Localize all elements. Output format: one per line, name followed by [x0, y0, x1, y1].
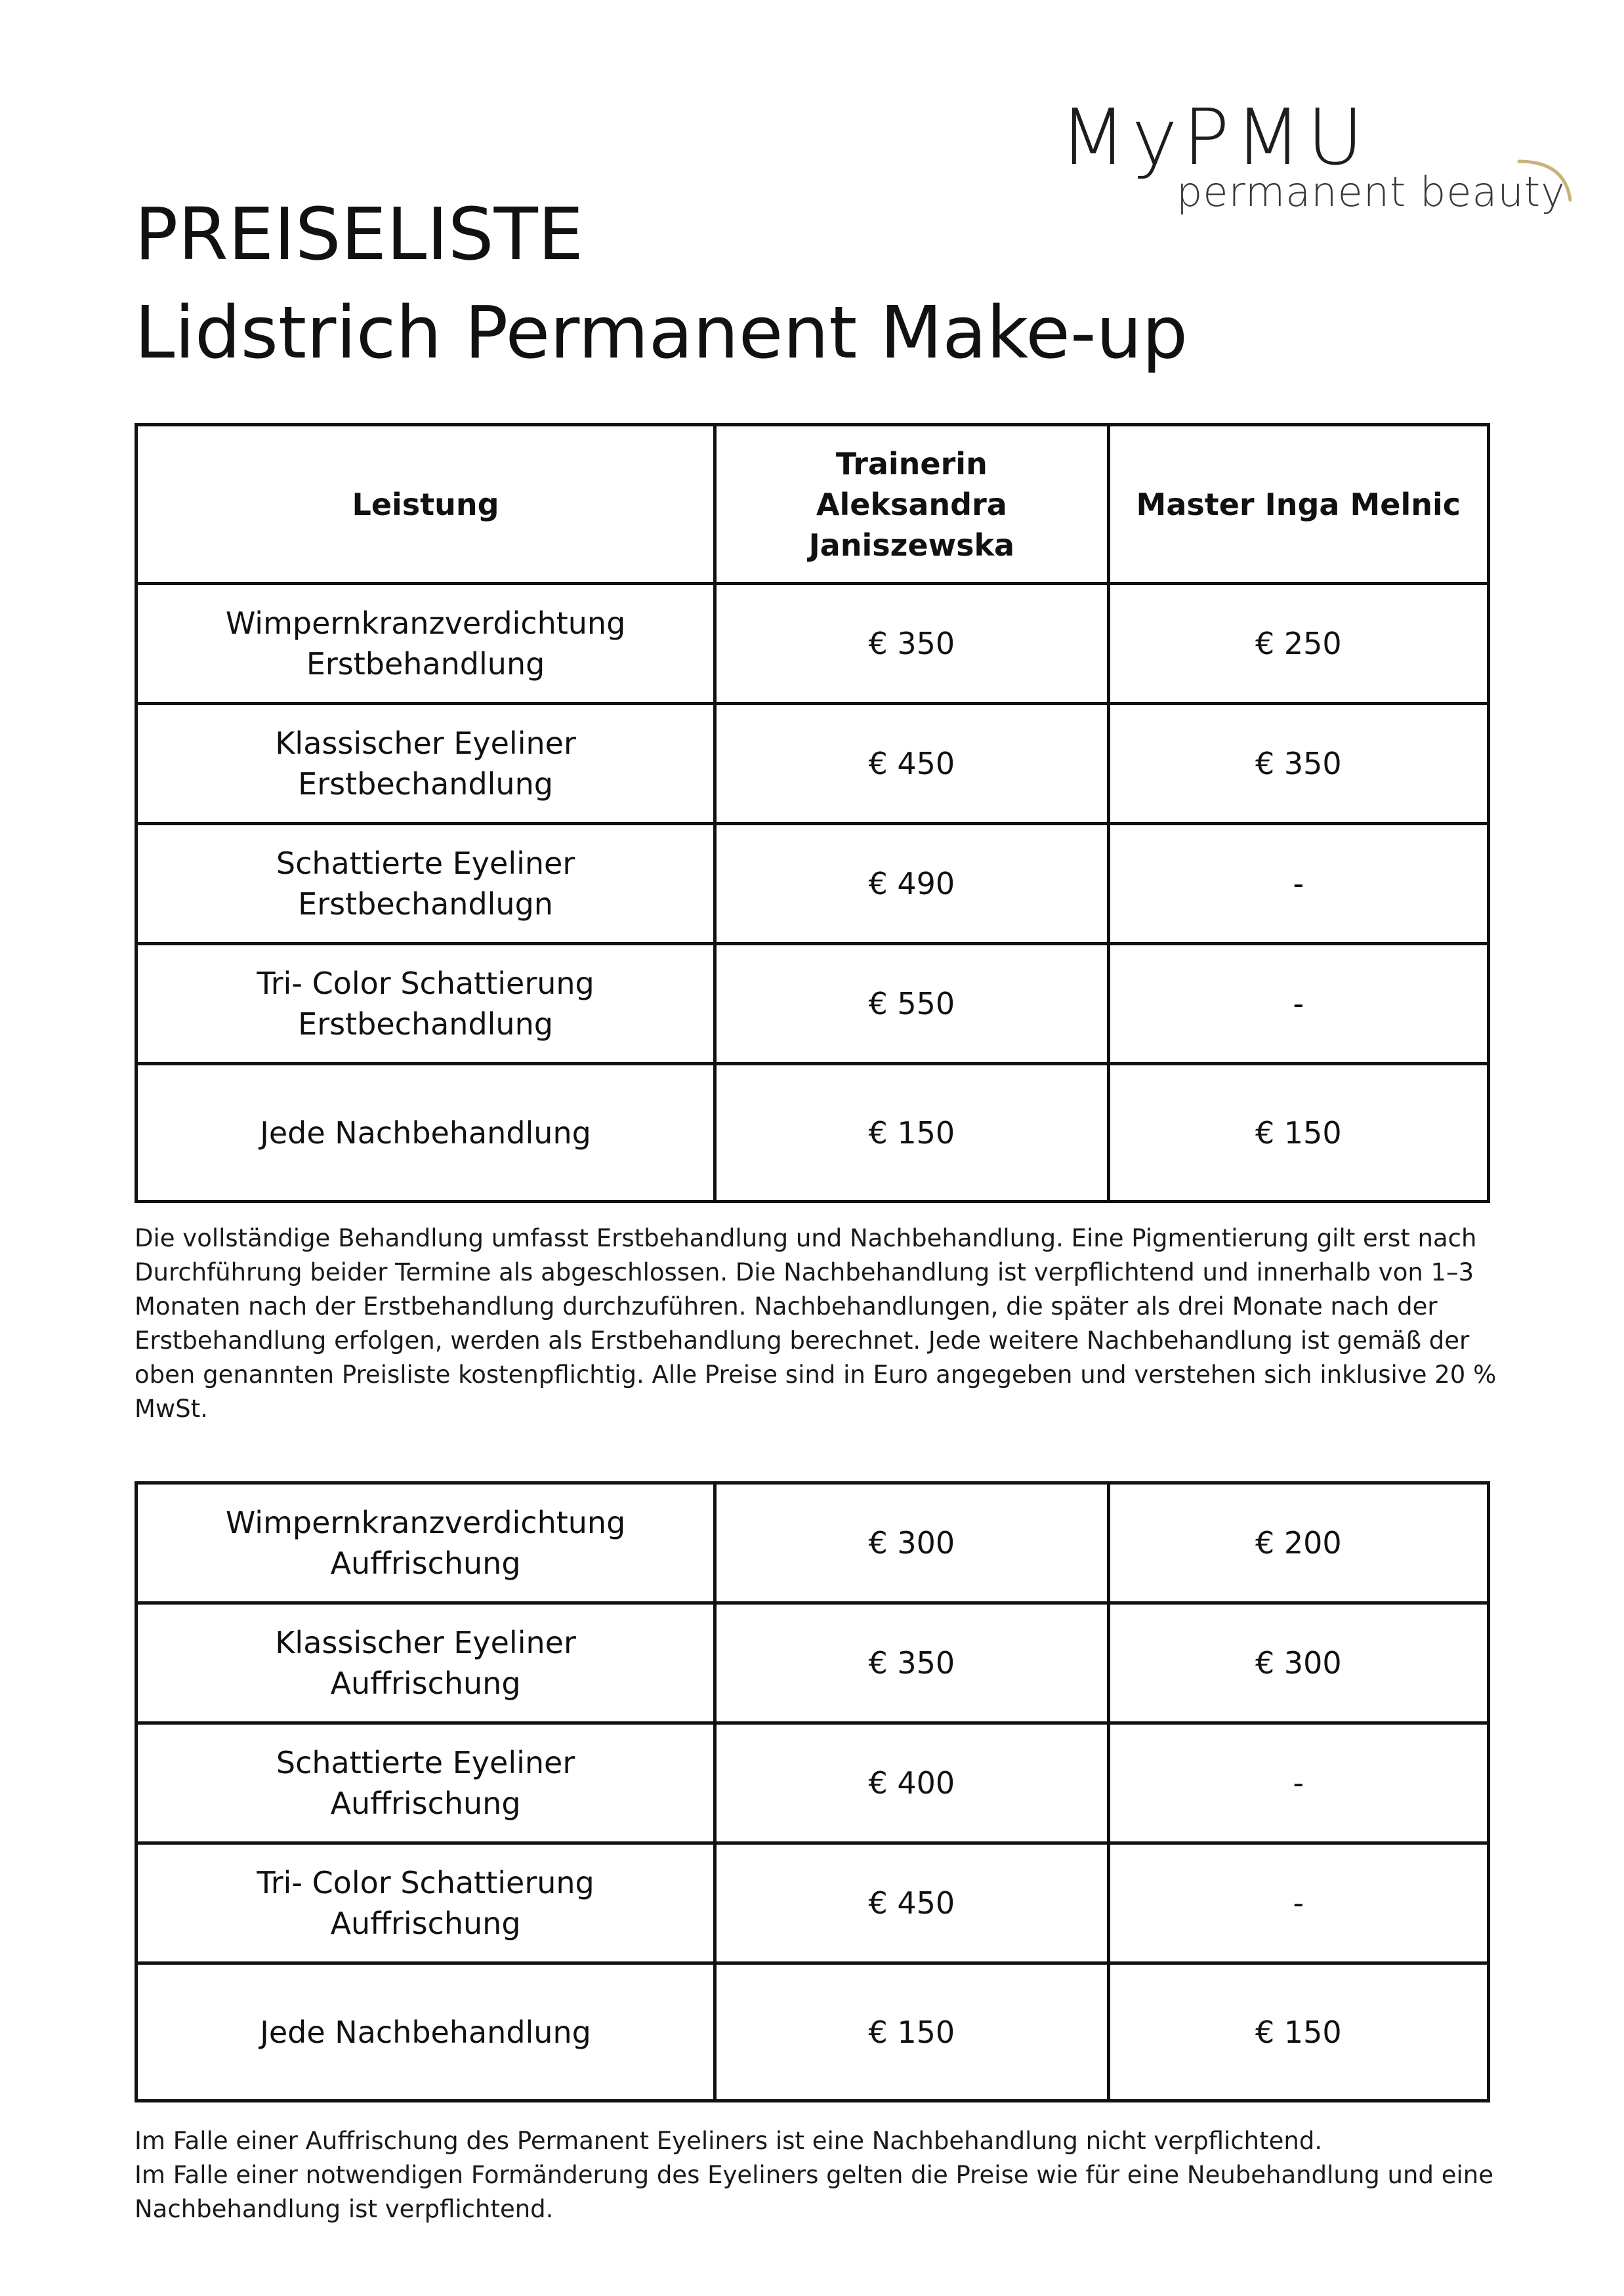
service-line-2: Auffrischung	[330, 1546, 521, 1581]
refresh-treatment-note	[135, 2124, 1499, 2226]
service-line-1: Schattierte Eyeliner	[276, 1745, 575, 1780]
service-line-1: Jede Nachbehandlung	[260, 1115, 591, 1151]
master-price: € 350	[1108, 704, 1488, 824]
trainer-price: € 350	[715, 1603, 1108, 1723]
header-master: Master Inga Melnic	[1108, 425, 1488, 584]
trainer-price: € 300	[715, 1483, 1108, 1603]
initial-treatment-table	[135, 423, 1490, 1203]
service-cell	[136, 584, 715, 704]
service-line-1: Schattierte Eyeliner	[276, 846, 575, 881]
table-row	[136, 704, 1489, 824]
trainer-price: € 450	[715, 1843, 1108, 1963]
service-line-2: Auffrischung	[330, 1786, 521, 1821]
trainer-price: € 150	[715, 1064, 1108, 1202]
table-header-row	[136, 425, 1489, 584]
service-line-2: Erstbechandlung	[298, 766, 553, 802]
master-price: € 250	[1108, 584, 1488, 704]
service-line-2: Erstbechandlung	[298, 1006, 553, 1042]
trainer-price: € 490	[715, 824, 1108, 944]
title-line-1: PREISELISTE	[135, 192, 584, 276]
master-price: -	[1108, 1723, 1488, 1843]
table-row	[136, 1064, 1489, 1202]
service-cell	[136, 1603, 715, 1723]
service-cell	[136, 1963, 715, 2101]
initial-treatment-note	[135, 1221, 1499, 1426]
logo-wordmark: MyPMU	[1060, 92, 1369, 182]
service-line-2: Erstbehandlung	[306, 646, 545, 682]
service-line-1: Klassischer Eyeliner	[275, 1625, 576, 1660]
service-line-1: Jede Nachbehandlung	[260, 2014, 591, 2050]
service-line-1: Tri- Color Schattierung	[257, 966, 594, 1001]
service-line-1: Tri- Color Schattierung	[257, 1865, 594, 1900]
master-price: -	[1108, 824, 1488, 944]
service-cell	[136, 1064, 715, 1202]
header-trainer-label: Trainerin Aleksandra Janiszewska	[808, 445, 1015, 563]
service-cell	[136, 1723, 715, 1843]
trainer-price: € 150	[715, 1963, 1108, 2101]
service-line-2: Auffrischung	[330, 1666, 521, 1701]
note-text: Die vollständige Behandlung umfasst Erstbehandlung und Nachbehandlung. Eine Pigmentierung gilt erst nach Durchführung beider Termine als abgeschlossen. Die Nachbehandlung ist verpflichtend und innerhalb von 1–3 Monaten nach der Erstbehandlung durchzuführen. Nachbehandlungen, die später als drei Monate nach der Erstbehandlung erfolgen, werden als Erstbehandlung berechnet. Jede weitere Nachbehandlung ist gemäß der oben genannten Preisliste kostenpflichtig. Alle Preise sind in Euro angegeben und verstehen sich inklusive 20 % MwSt.	[135, 1224, 1497, 1423]
note-line-2: Im Falle einer notwendigen Formänderung des Eyeliners gelten die Preise wie für eine Neubehandlung und eine Nachbehandlung ist verpflichtend.	[135, 2161, 1493, 2223]
master-price: € 150	[1108, 1064, 1488, 1202]
table-row	[136, 1963, 1489, 2101]
service-cell	[136, 1483, 715, 1603]
trainer-price: € 450	[715, 704, 1108, 824]
table-row	[136, 1843, 1489, 1963]
table-row	[136, 584, 1489, 704]
trainer-price: € 550	[715, 944, 1108, 1064]
trainer-price: € 350	[715, 584, 1108, 704]
service-cell	[136, 944, 715, 1064]
trainer-price: € 400	[715, 1723, 1108, 1843]
service-line-2: Auffrischung	[330, 1906, 521, 1941]
master-price: € 200	[1108, 1483, 1488, 1603]
master-price: € 150	[1108, 1963, 1488, 2101]
table-row	[136, 824, 1489, 944]
header-service: Leistung	[136, 425, 715, 584]
page-title	[135, 185, 1188, 382]
logo-tagline: permanent beauty	[1176, 168, 1566, 216]
service-line-1: Wimpernkranzverdichtung	[225, 1505, 626, 1540]
table-row	[136, 944, 1489, 1064]
note-line-1: Im Falle einer Auffrischung des Permanent Eyeliners ist eine Nachbehandlung nicht verpflichtend.	[135, 2127, 1323, 2155]
service-line-2: Erstbechandlugn	[298, 886, 553, 922]
service-line-1: Klassischer Eyeliner	[275, 726, 576, 761]
service-line-1: Wimpernkranzverdichtung	[225, 605, 626, 641]
title-line-2: Lidstrich Permanent Make-up	[135, 291, 1188, 375]
service-cell	[136, 824, 715, 944]
service-cell	[136, 704, 715, 824]
master-price: -	[1108, 1843, 1488, 1963]
table-row	[136, 1483, 1489, 1603]
table-row	[136, 1603, 1489, 1723]
service-cell	[136, 1843, 715, 1963]
refresh-treatment-table	[135, 1481, 1490, 2102]
header-trainer	[715, 425, 1108, 584]
master-price: -	[1108, 944, 1488, 1064]
table-row	[136, 1723, 1489, 1843]
master-price: € 300	[1108, 1603, 1488, 1723]
